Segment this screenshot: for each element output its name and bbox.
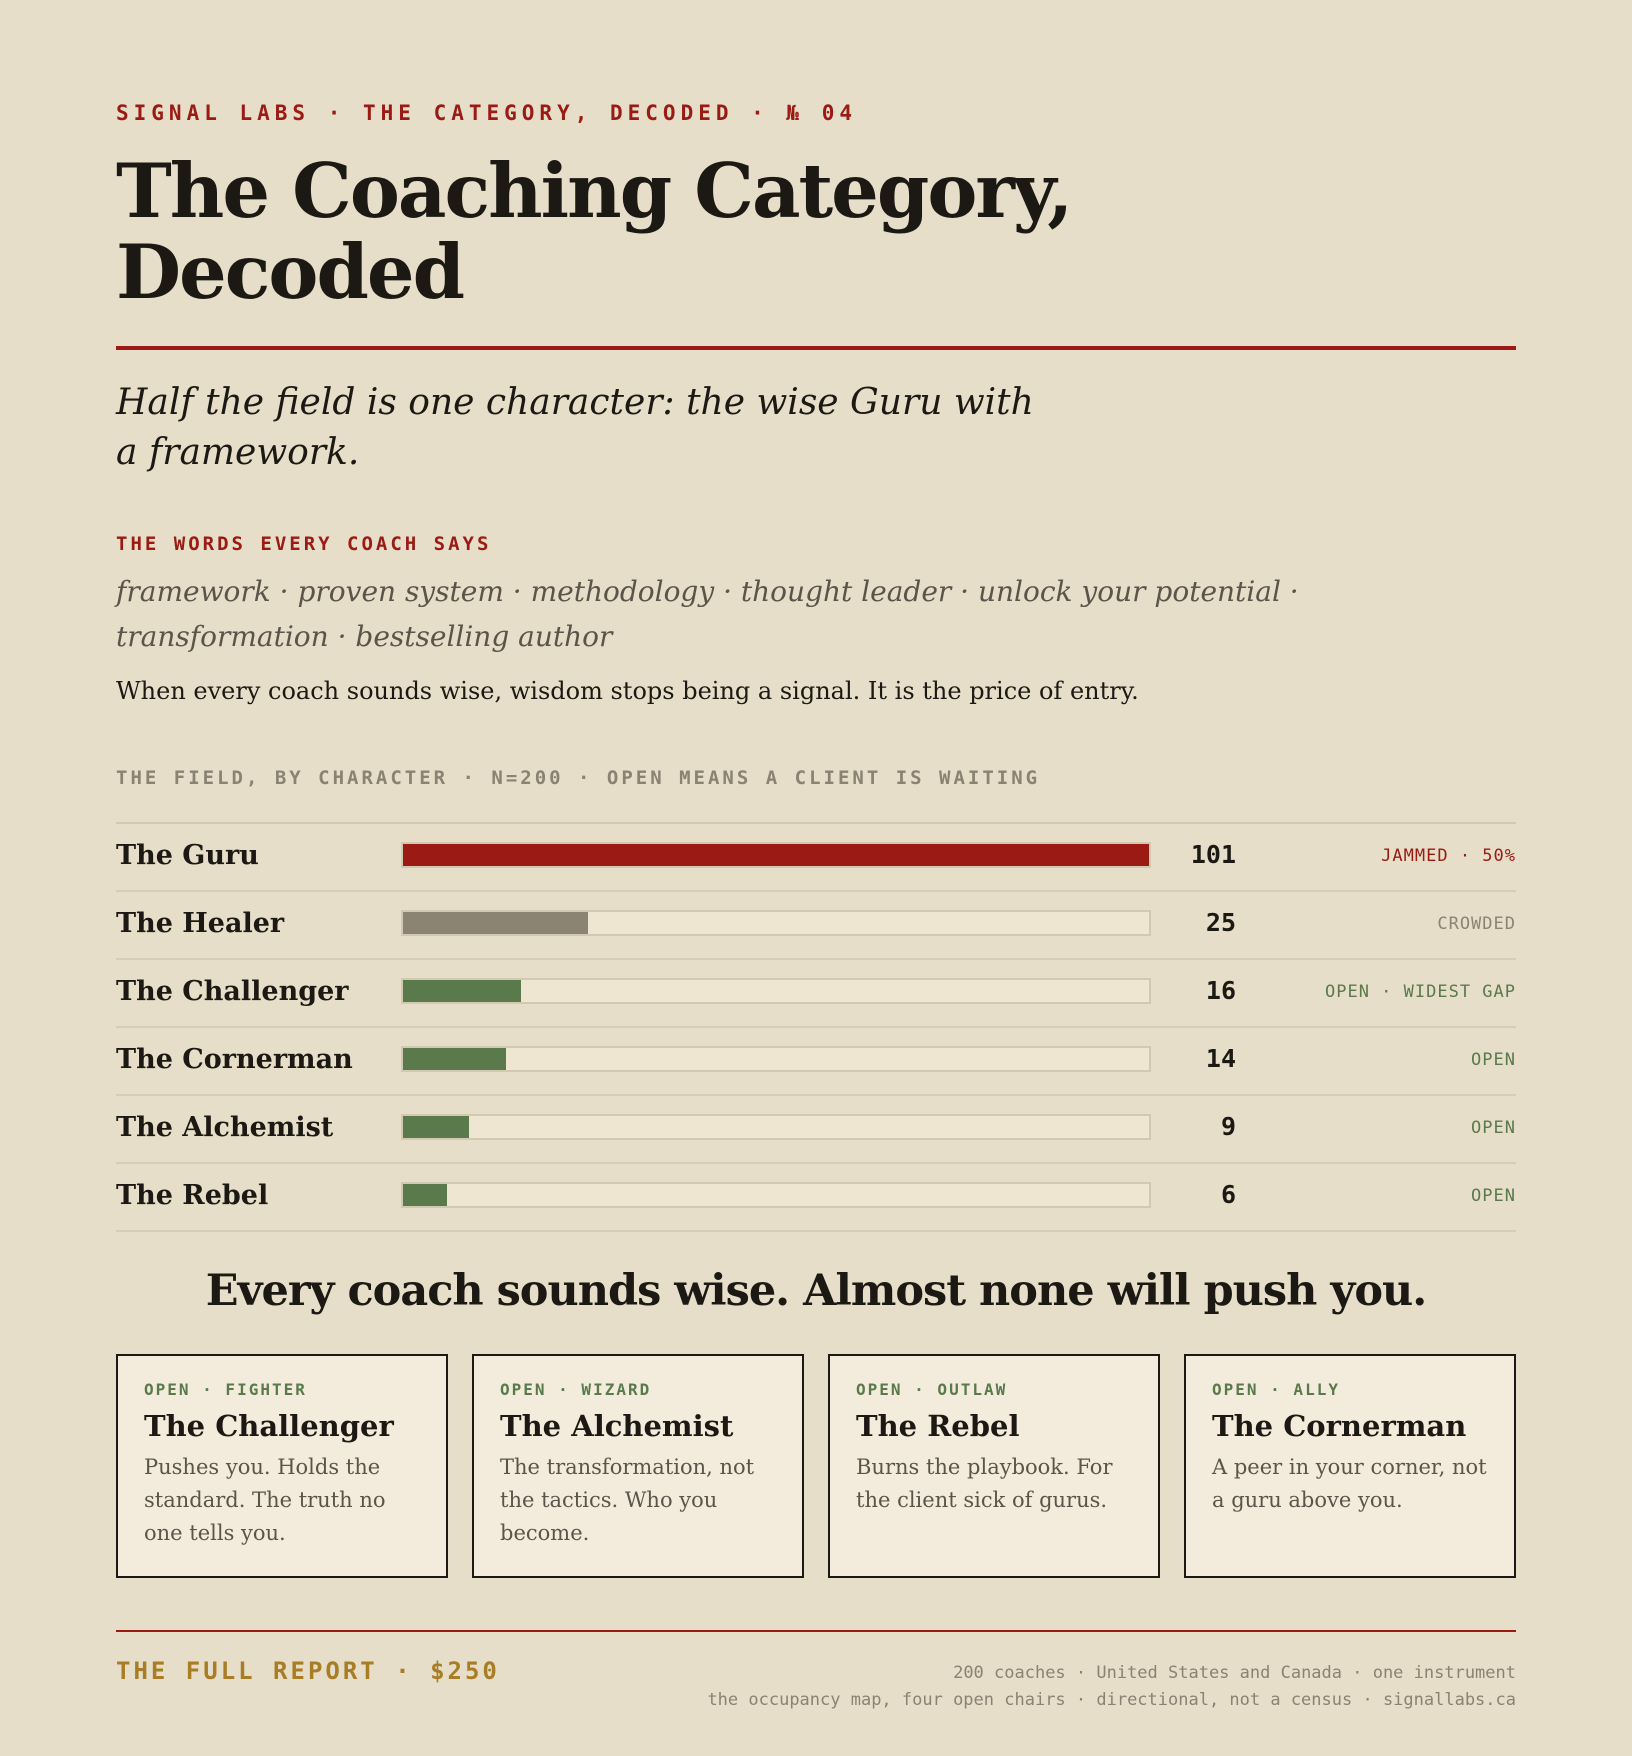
buzzword-list [116,569,1516,659]
bar-track [401,1046,1151,1072]
value-label: 101 [1190,840,1236,869]
bar-track [401,978,1151,1004]
bar [403,1116,469,1138]
kicker: SIGNAL LABS · THE CATEGORY, DECODED · № 04 [116,101,858,125]
chart-label: THE FIELD, BY CHARACTER · N=200 · OPEN MEANS A CLIENT IS WAITING [116,767,1041,789]
status-label: CROWDED [1437,914,1516,934]
bar-track [401,910,1151,936]
buzzword: unlock your potential · [977,575,1299,608]
status-label: JAMMED · 50% [1381,846,1516,866]
chart-row [116,892,1516,960]
title-divider [116,346,1516,350]
card-title: The Cornerman [1212,1409,1467,1443]
page-title: The Coaching Category, Decoded [116,147,1072,316]
footer-meta-line-2: the occupancy map, four open chairs · directional, not a census · signallabs.ca [707,1690,1516,1710]
full-report-link[interactable]: THE FULL REPORT · $250 [116,1657,500,1685]
card-body: The transformation, not the tactics. Who you become. [500,1455,755,1545]
bar-track [401,842,1151,868]
chart-row [116,824,1516,892]
card-challenger [116,1354,448,1578]
chart-row [116,1028,1516,1096]
card-body: Burns the playbook. For the client sick of gurus. [856,1455,1113,1512]
buzzword: methodology · [530,575,741,608]
card-tag: OPEN · ALLY [1212,1380,1340,1399]
value-label: 16 [1205,976,1236,1005]
chart-row [116,1096,1516,1164]
bar [403,980,521,1002]
card-tag: OPEN · OUTLAW [856,1380,1008,1399]
category-label: The Rebel [116,1180,269,1211]
status-label: OPEN [1471,1186,1516,1206]
dek: Half the field is one character: the wise Guru with a framework. [116,382,1034,473]
buzzword: framework · [116,575,298,608]
card-title: The Challenger [144,1409,394,1443]
words-label: THE WORDS EVERY COACH SAYS [116,533,492,555]
bar-track [401,1182,1151,1208]
status-label: OPEN [1471,1118,1516,1138]
status-label: OPEN · WIDEST GAP [1325,982,1516,1002]
card-body: A peer in your corner, not a guru above you. [1212,1455,1487,1512]
footer-meta-line-1: 200 coaches · United States and Canada · one instrument [953,1663,1516,1683]
category-label: The Alchemist [116,1112,334,1143]
buzzword: bestselling author [355,620,613,653]
category-label: The Challenger [116,976,349,1007]
bar [403,912,588,934]
bar [403,1184,447,1206]
category-label: The Cornerman [116,1044,353,1075]
bar [403,1048,506,1070]
buzzword: transformation · [116,620,356,653]
card-tag: OPEN · FIGHTER [144,1380,307,1399]
chart-row [116,1164,1516,1232]
footer-divider [116,1630,1516,1632]
buzzword: proven system · [297,575,531,608]
card-title: The Alchemist [500,1409,734,1443]
character-bar-chart [116,822,1516,1232]
card-title: The Rebel [856,1409,1020,1443]
value-label: 14 [1205,1044,1236,1073]
card-body: Pushes you. Holds the standard. The truth no one tells you. [144,1455,386,1545]
card-alchemist [472,1354,804,1578]
headline: Every coach sounds wise. Almost none will push you. [205,1266,1427,1316]
category-label: The Healer [116,908,285,939]
chart-row [116,960,1516,1028]
card-cornerman [1184,1354,1516,1578]
value-label: 6 [1220,1180,1236,1209]
bar-track [401,1114,1151,1140]
bar [403,844,1149,866]
status-label: OPEN [1471,1050,1516,1070]
card-tag: OPEN · WIZARD [500,1380,652,1399]
open-chairs-cards [116,1354,1516,1578]
value-label: 25 [1205,908,1236,937]
buzzword: thought leader · [740,575,978,608]
category-label: The Guru [116,840,259,871]
value-label: 9 [1220,1112,1236,1141]
card-rebel [828,1354,1160,1578]
verdict-text: When every coach sounds wise, wisdom stops being a signal. It is the price of entry. [116,677,1139,705]
